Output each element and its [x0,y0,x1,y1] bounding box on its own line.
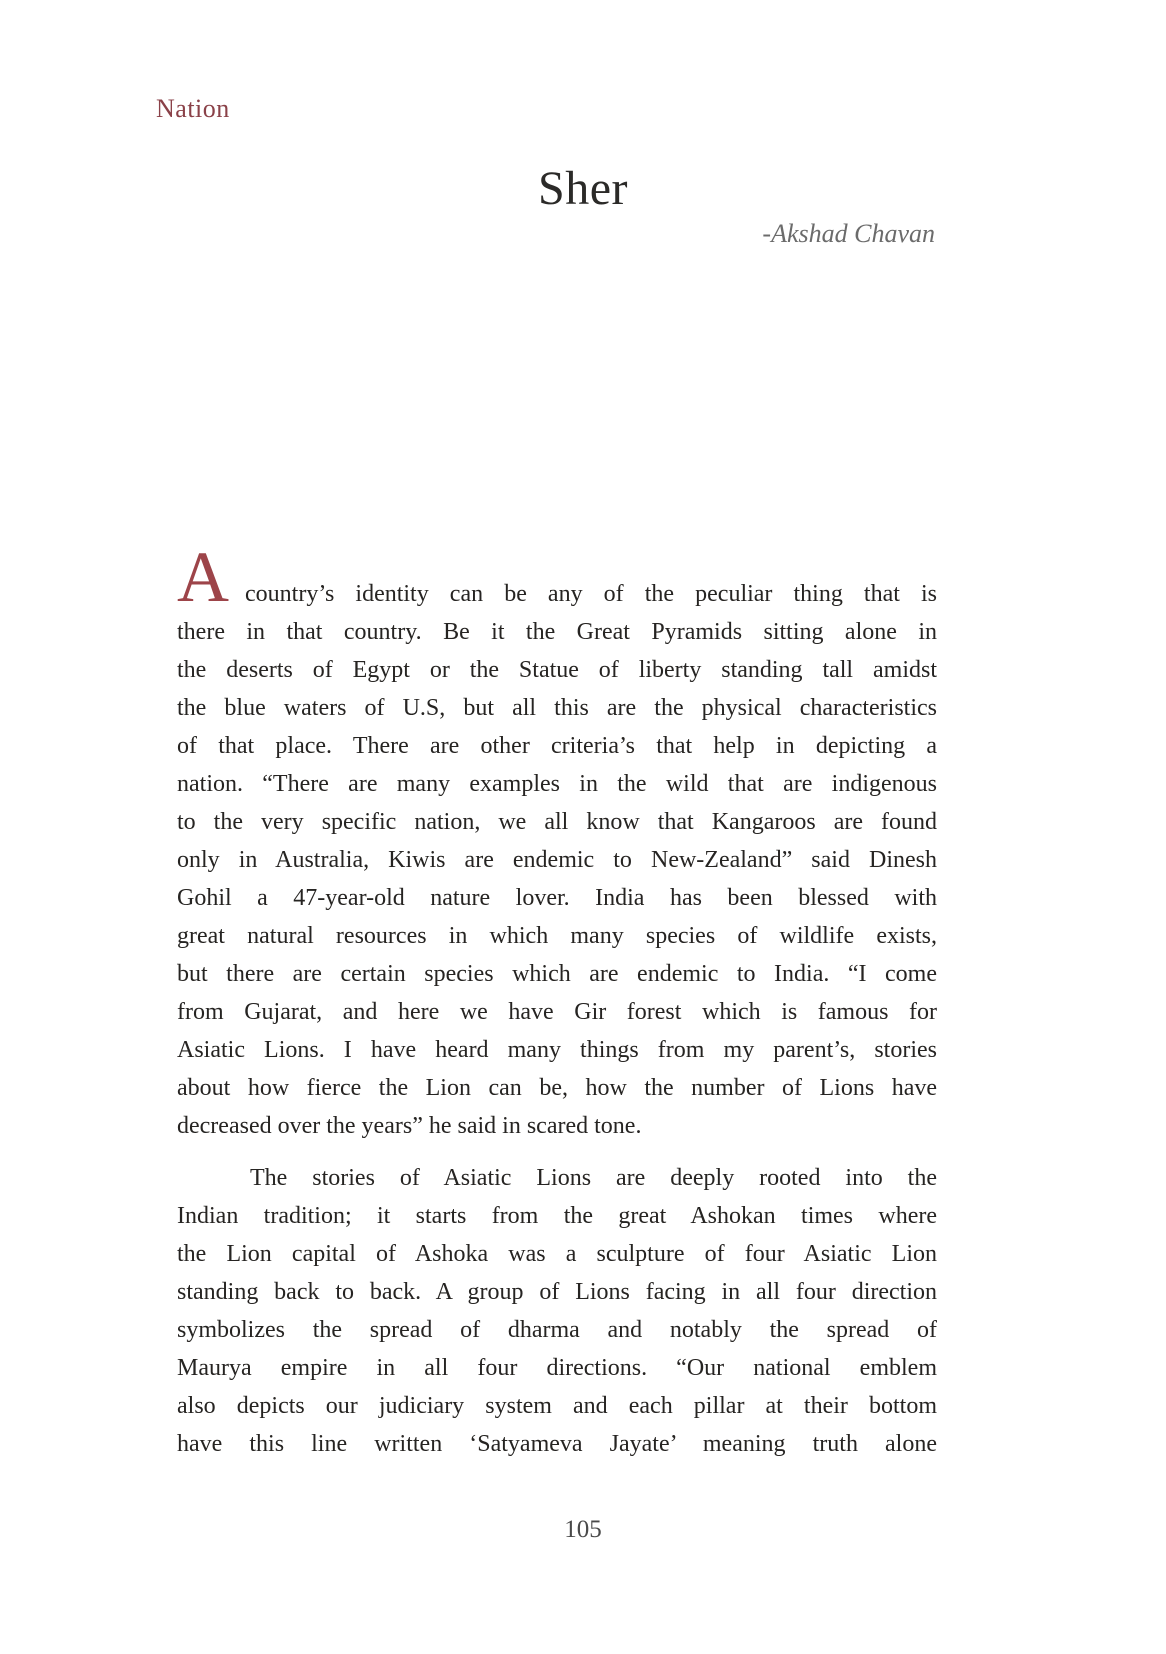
body-line: only in Australia, Kiwis are endemic to New-Zealand” said Dinesh [177,847,937,873]
body-line: there in that country. Be it the Great Pyramids sitting alone in [177,619,937,645]
body-line: but there are certain species which are endemic to India. “I come [177,961,937,987]
paragraph-2-lines [177,1197,937,1463]
body-line: of that place. There are other criteria’s that help in depicting a [177,733,937,759]
article-body [177,537,937,1463]
paragraph-1-last-line: decreased over the years” he said in scared tone. [177,1113,642,1139]
body-line: also depicts our judiciary system and each pillar at their bottom [177,1393,937,1419]
body-line: the Lion capital of Ashoka was a sculpture of four Asiatic Lion [177,1241,937,1267]
body-line: have this line written ‘Satyameva Jayate’ meaning truth alone [177,1431,937,1457]
body-line: Maurya empire in all four directions. “Our national emblem [177,1355,937,1381]
body-line: symbolizes the spread of dharma and notably the spread of [177,1317,937,1343]
body-line: the deserts of Egypt or the Statue of liberty standing tall amidst [177,657,937,683]
body-line: Gohil a 47-year-old nature lover. India has been blessed with [177,885,937,911]
first-line-text: country’s identity can be any of the peculiar thing that is [245,581,937,607]
paragraph-2-first-line: The stories of Asiatic Lions are deeply rooted into the [250,1165,937,1191]
body-first-line [177,537,937,617]
author-byline: -Akshad Chavan [762,219,935,248]
body-line: Indian tradition; it starts from the great Ashokan times where [177,1203,937,1229]
body-line: Asiatic Lions. I have heard many things from my parent’s, stories [177,1037,937,1063]
body-line: nation. “There are many examples in the wild that are indigenous [177,771,937,797]
drop-cap: A [177,537,229,617]
body-line: the blue waters of U.S, but all this are the physical characteristics [177,695,937,721]
page-number: 105 [564,1516,602,1543]
body-line: from Gujarat, and here we have Gir forest which is famous for [177,999,937,1025]
body-line: to the very specific nation, we all know that Kangaroos are found [177,809,937,835]
paragraph-1-middle [177,613,937,1107]
section-kicker: Nation [156,94,230,123]
body-line: about how fierce the Lion can be, how the number of Lions have [177,1075,937,1101]
body-line: standing back to back. A group of Lions facing in all four direction [177,1279,937,1305]
paragraph-break [177,1145,937,1159]
body-line: great natural resources in which many species of wildlife exists, [177,923,937,949]
article-title: Sher [538,162,628,215]
